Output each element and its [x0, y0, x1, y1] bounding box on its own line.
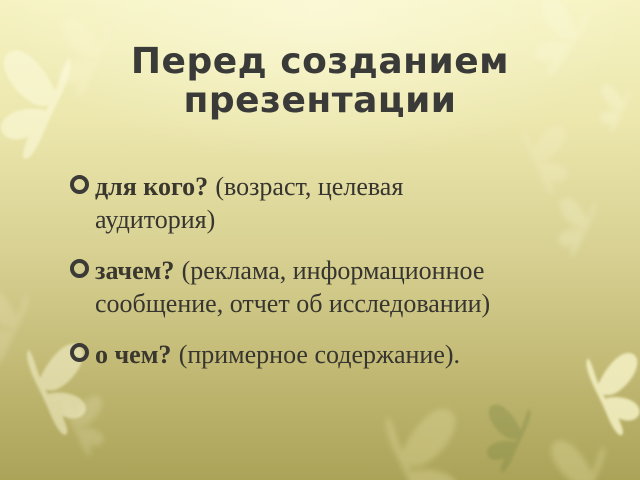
butterfly-icon	[386, 409, 459, 480]
butterfly-icon	[0, 287, 28, 365]
butterfly-icon	[487, 404, 531, 472]
bullet-detail: (примерное содержание).	[178, 340, 461, 369]
butterfly-icon	[549, 440, 605, 480]
ring-bullet-icon	[70, 175, 89, 194]
butterfly-icon	[558, 198, 596, 257]
butterfly-icon	[600, 85, 631, 133]
bullet-list	[70, 170, 520, 371]
bullet-item-why	[70, 254, 520, 320]
ring-bullet-icon	[70, 259, 89, 278]
bullet-detail: (возраст, целевая аудитория)	[95, 172, 404, 234]
bullet-question: для кого?	[95, 172, 209, 201]
butterfly-icon	[523, 125, 568, 194]
bullet-question: зачем?	[95, 256, 175, 285]
bullet-question: о чем?	[95, 340, 172, 369]
bullet-detail: (реклама, информационное сообщение, отчет об исследовании)	[95, 256, 491, 318]
bullet-item-for-whom	[70, 170, 520, 236]
butterfly-icon	[65, 396, 104, 457]
slide-title: Перед созданием презентации	[130, 41, 510, 121]
butterfly-icon	[586, 353, 639, 435]
ring-bullet-icon	[70, 343, 89, 362]
bullet-item-about-what	[70, 338, 520, 371]
butterfly-icon	[1, 50, 71, 158]
